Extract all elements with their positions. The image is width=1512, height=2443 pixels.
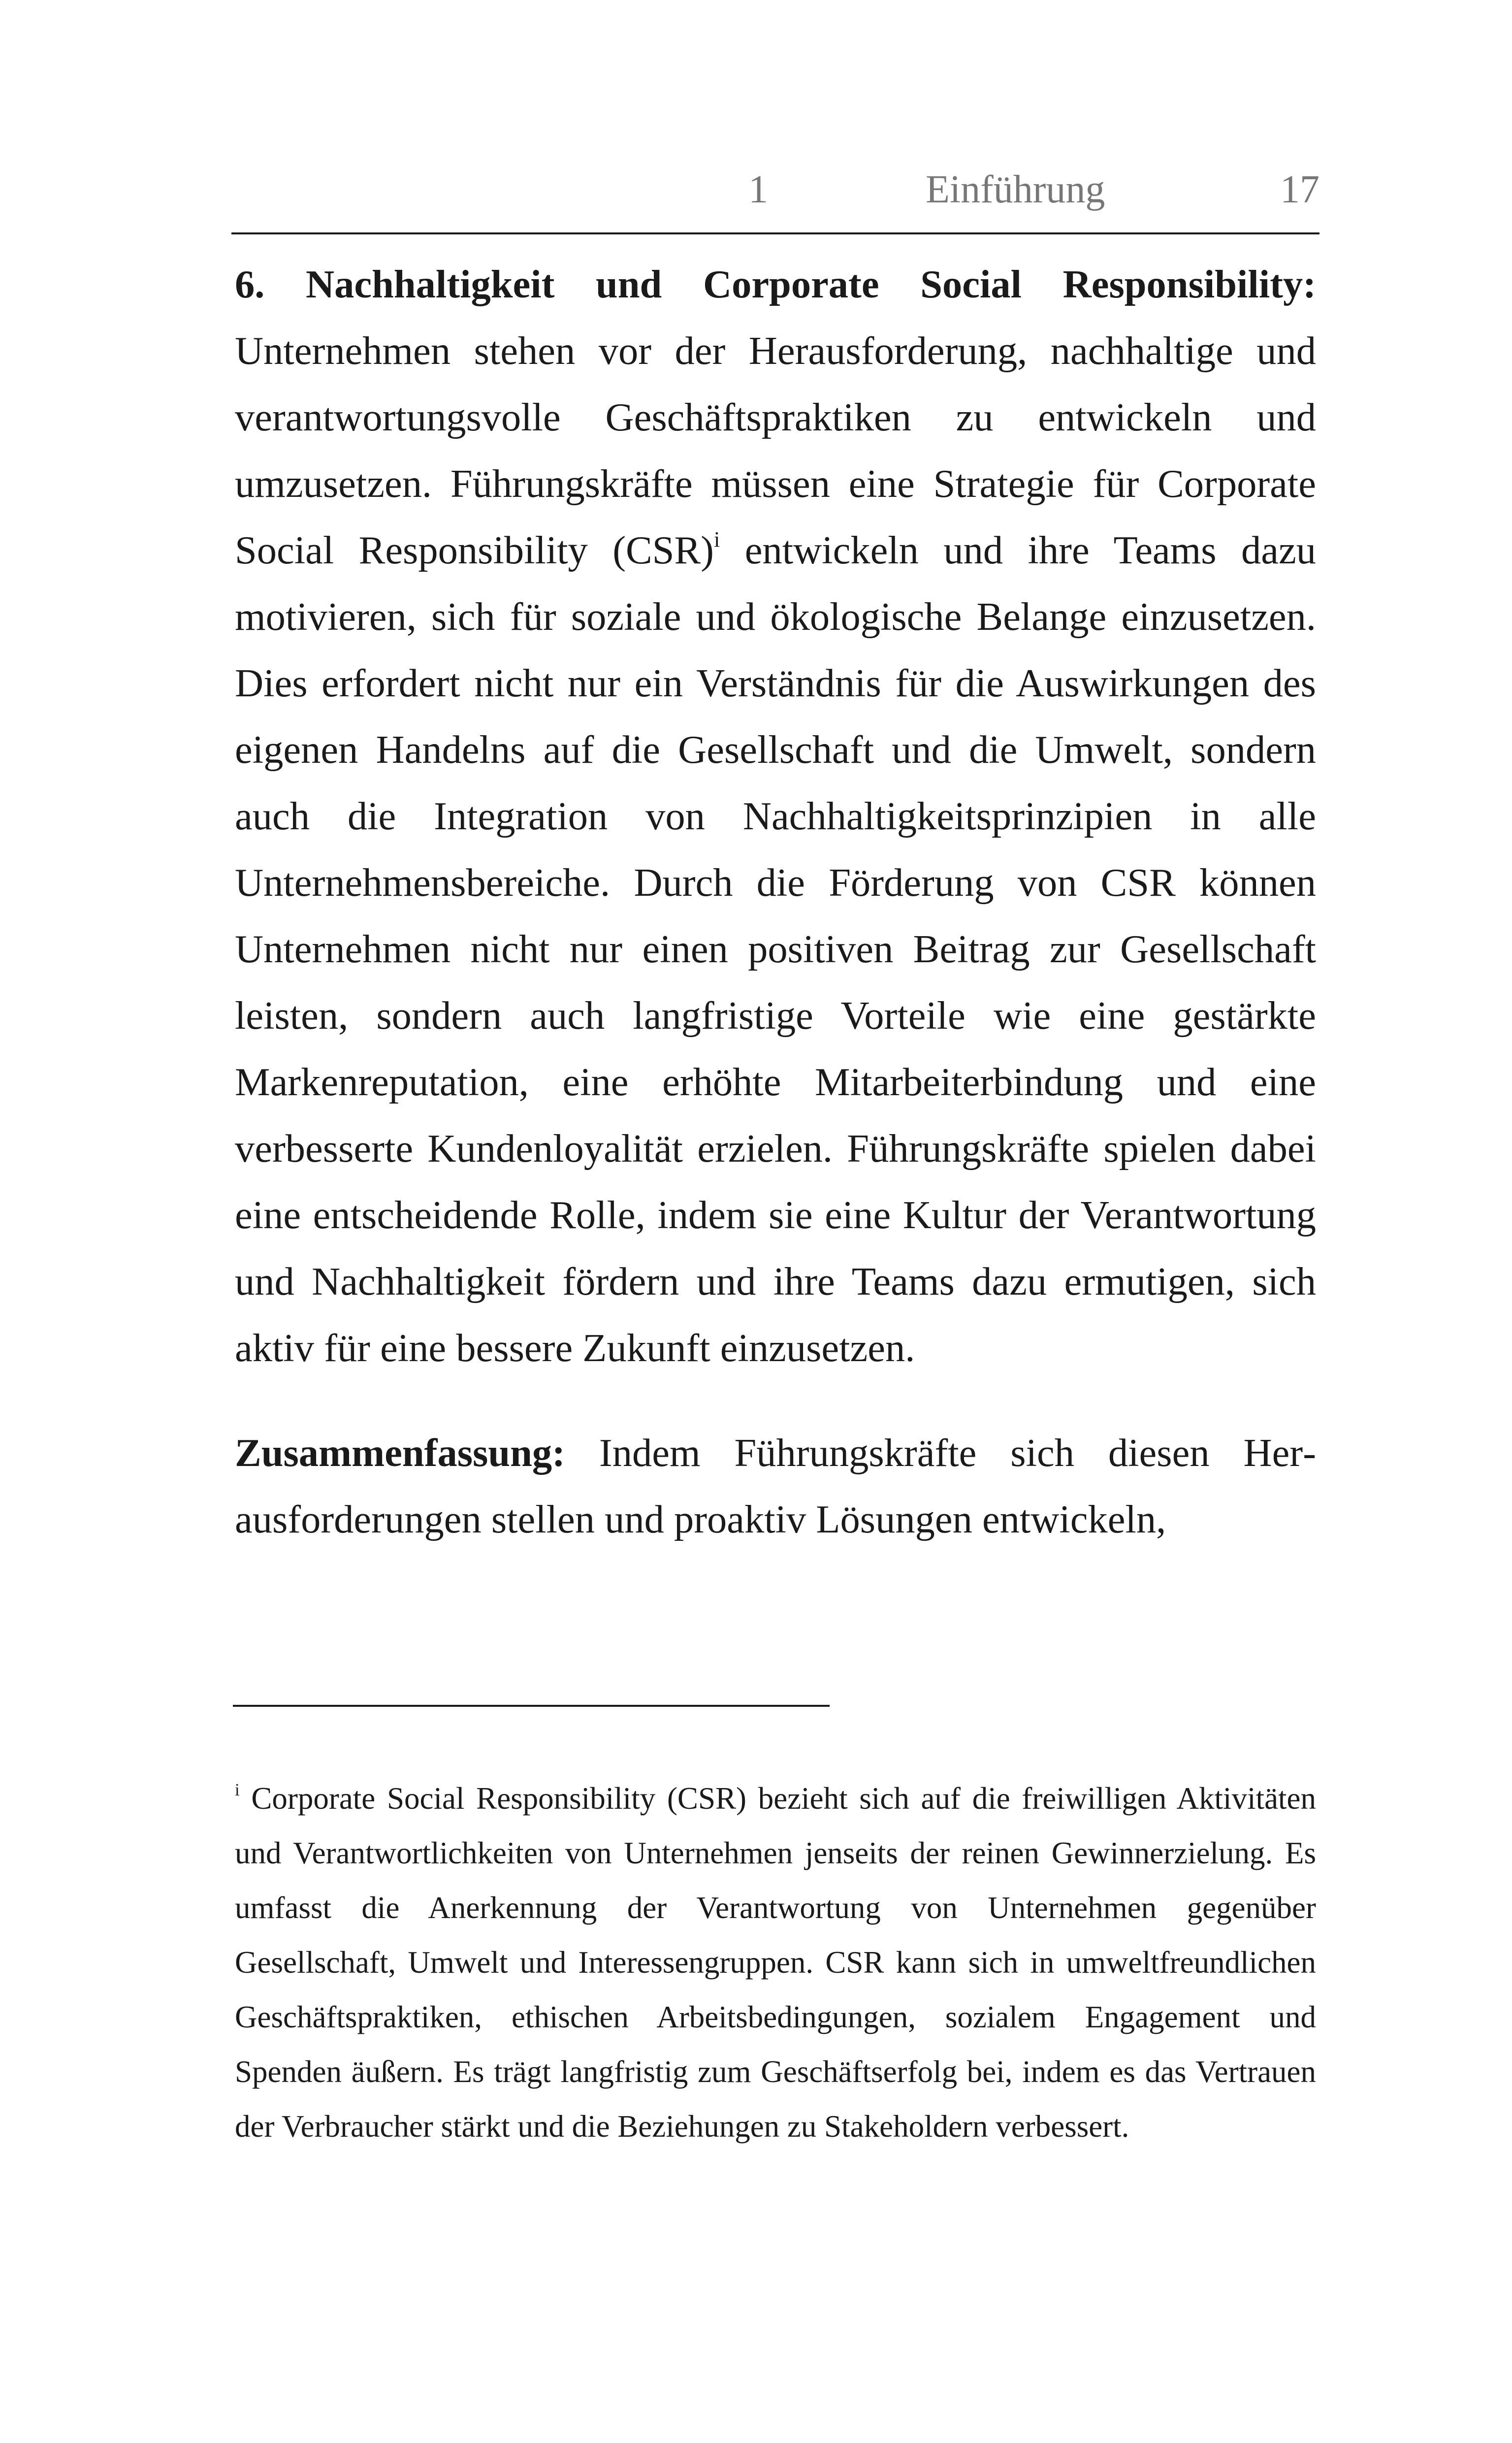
footnote — [235, 1771, 1316, 2154]
footnote-reference[interactable]: i — [714, 527, 720, 552]
summary-heading: Zusammenfassung: — [235, 1431, 565, 1475]
footnotes — [235, 1771, 1316, 2154]
section-paragraph — [235, 251, 1316, 1381]
page-number: 17 — [1280, 168, 1319, 211]
section-text-part-1: Unternehmen stehen vor der Herausforderung, nachhaltige und verantwortungsvolle Geschäftspraktiken zu entwickeln und umzusetzen. Führungskräfte müssen eine Strategie für Corporate Social Responsibility (CSR) — [235, 329, 1316, 572]
running-header — [231, 158, 1319, 217]
footnote-marker: i — [235, 1780, 240, 1799]
section-heading: 6. Nachhaltigkeit und Corporate Social Responsibility: — [235, 262, 1316, 306]
footnote-separator — [233, 1705, 830, 1707]
summary-paragraph — [235, 1420, 1316, 1553]
chapter-title: Einführung — [926, 168, 1105, 211]
summary-text: Indem Führungskräfte sich diesen Herausforderungen stellen und proaktiv Lösungen entwickeln, — [235, 1431, 1316, 1541]
footnote-text: Corporate Social Responsibility (CSR) bezieht sich auf die freiwilligen Aktivitäten und Verantwortlichkeiten von Unternehmen jenseits der reinen Gewinnerzielung. Es umfasst die Anerkennung der Verantwortung von Unternehmen gegenüber Gesellschaft, Umwelt und Interessengruppen. CSR kann sich in umweltfreundlichen Geschäftspraktiken, ethischen Arbeitsbedingungen, sozialem Engagement und Spenden äußern. Es trägt langfristig zum Geschäftserfolg bei, indem es das Vertrauen der Verbraucher stärkt und die Beziehungen zu Stakeholdern verbessert. — [235, 1781, 1316, 2144]
header-rule — [231, 232, 1319, 234]
chapter-number: 1 — [748, 168, 768, 211]
section-text-part-2: entwickeln und ihre Teams dazu motivieren, sich für soziale und ökologische Belange einzusetzen. Dies erfordert nicht nur ein Verständnis für die Auswirkungen des eigenen Handelns auf die Gesellschaft und die Umwelt, sondern auch die Integration von Nachhaltigkeitsprinzipien in alle Unternehmensbereiche. Durch die Förderung von CSR können Unternehmen nicht nur einen positiven Beitrag zur Gesellschaft leisten, sondern auch langfristige Vorteile wie eine gestärkte Markenreputation, eine erhöhte Mitarbeiterbindung und eine verbesserte Kundenloyalität erzielen. Führungskräfte spielen dabei eine entscheidende Rolle, indem sie eine Kultur der Verantwortung und Nachhaltigkeit fördern und ihre Teams dazu ermutigen, sich aktiv für eine bessere Zukunft einzusetzen. — [235, 528, 1316, 1370]
main-text — [235, 251, 1316, 1553]
